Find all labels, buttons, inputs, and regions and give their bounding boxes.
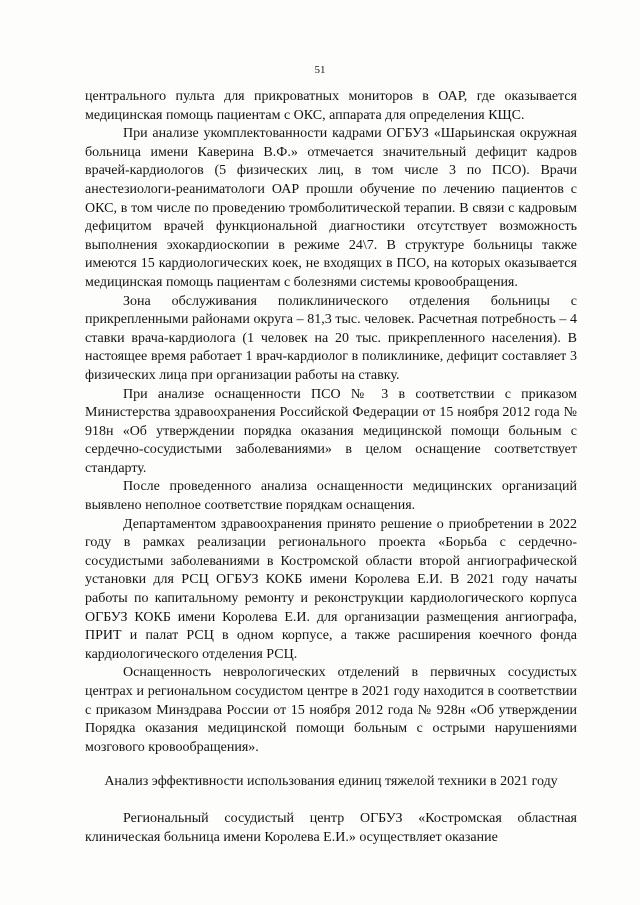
page-number: 51 — [314, 64, 326, 76]
paragraph-continuation: центрального пульта для прикроватных мониторов в ОАР, где оказывается медицинская помощь пациентам с ОКС, аппарата для определения КЩС. — [85, 89, 577, 123]
paragraph-staffing-sharya: При анализе укомплектованности кадрами ОГБУЗ «Шарьинская окружная больница имени Каверина В.Ф.» отмечается значительный дефицит кадров врачей-кардиологов (5 физических лиц, в том числе 3 по ПСО). Врачи анестезиологи-реаниматологи ОАР прошли обучение по лечению пациентов с ОКС, в том числе по проведению тромболитической терапии. В связи с кадровым дефицитом врачей функциональной диагностики отсутствует возможность выполнения эхокардиоскопии в режиме 24\7. В структуре больницы также имеются 15 кардиологических коек, не входящих в ПСО, на которых оказывается медицинская помощь пациентам с болезнями системы кровообращения. — [85, 126, 577, 290]
paragraph-outpatient-zone: Зона обслуживания поликлинического отделения больницы с прикрепленными районами округа – 81,3 тыс. человек. Расчетная потребность – 4 ставки врача-кардиолога (1 человек на 20 тыс. прикрепленного населения). В настоящее время работает 1 врач-кардиолог в поликлинике, дефицит составляет 3 физических лица при организации работы на ставку. — [85, 293, 577, 383]
paragraph-department-decision: Департаментом здравоохранения принято решение о приобретении в 2022 году в рамках реализации регионального проекта «Борьба с сердечно-сосудистыми заболеваниями в Костромской области второй ангиографической установки для РСЦ ОГБУЗ КОКБ имени Королева Е.И. В 2021 году начаты работы по капитальному ремонту и реконструкции кардиологического корпуса ОГБУЗ КОКБ имени Королева Е.И. для организации размещения ангиографа, ПРИТ и палат РСЦ в одном корпусе, а также расширения коечного фонда кардиологического отделения РСЦ. — [85, 516, 577, 662]
paragraph-regional-center: Региональный сосудистый центр ОГБУЗ «Костромская областная клиническая больница имени Королева Е.И.» осуществляет оказание — [85, 810, 577, 845]
paragraph-pso-equipment: При анализе оснащенности ПСО № 3 в соответствии с приказом Министерства здравоохранения Российской Федерации от 15 ноября 2012 года № 918н «Об утверждении порядка оказания медицинской помощи больным с сердечно-сосудистыми заболеваниями» в целом оснащение соответствует стандарту. — [85, 386, 577, 476]
section-heading: Анализ эффективности использования единиц тяжелой техники в 2021 году — [104, 774, 558, 790]
paragraph-neurology-equipment: Оснащенность неврологических отделений в первичных сосудистых центрах и региональном сосудистом центре в 2021 году находится в соответствии с приказом Минздрава России от 15 ноября 2012 года № 928н «Об утверждении Порядка оказания медицинской помощи больным с острыми нарушениями мозгового кровообращения». — [85, 665, 577, 755]
document-body — [85, 88, 577, 847]
paragraph-equipment-analysis: После проведенного анализа оснащенности медицинских организаций выявлено неполное соответствие порядкам оснащения. — [85, 479, 577, 514]
